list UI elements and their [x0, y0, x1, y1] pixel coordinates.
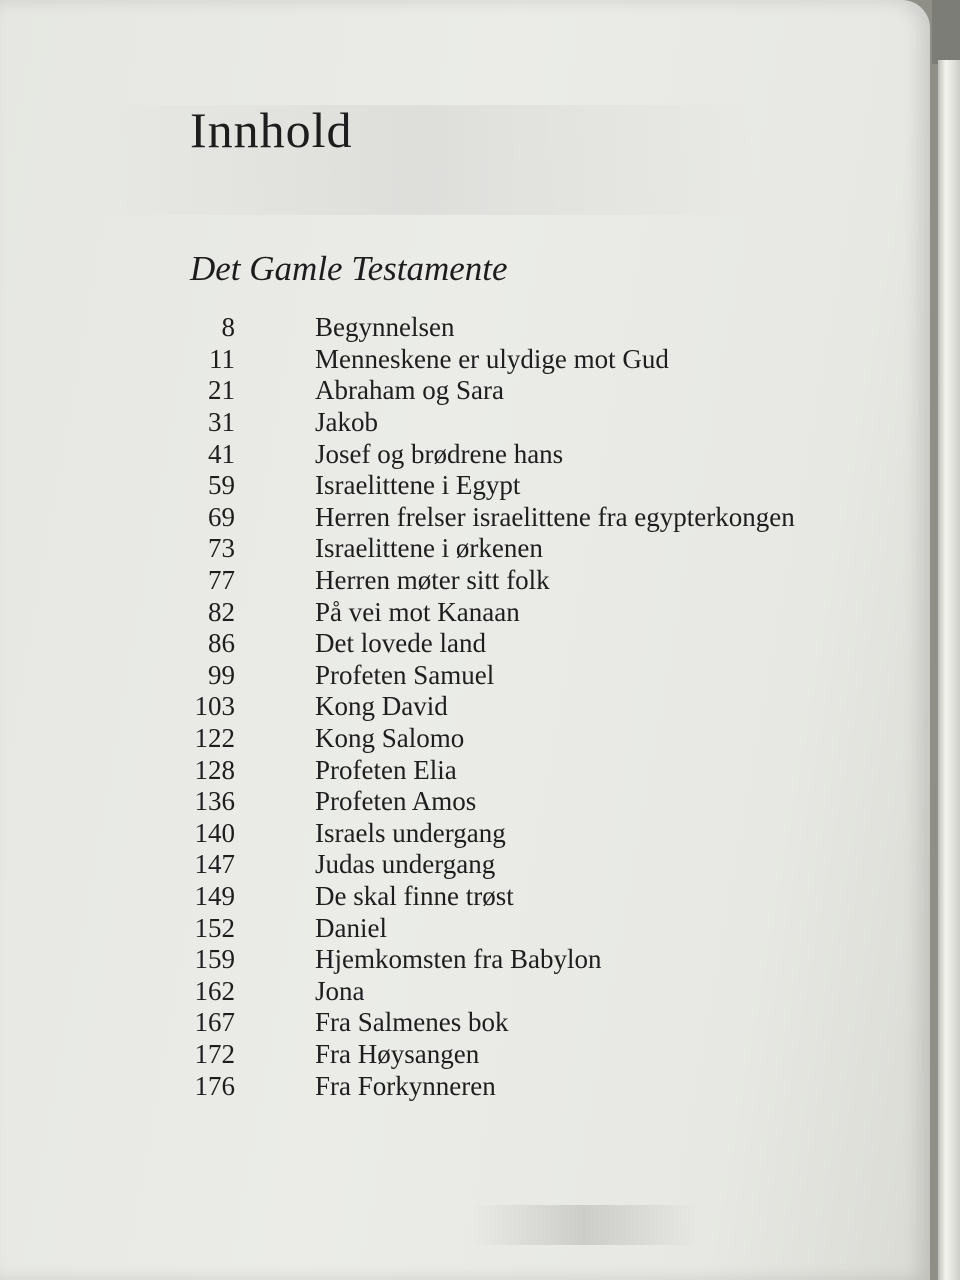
toc-entry-title: Profeten Samuel	[315, 659, 495, 690]
page-title: Innhold	[190, 102, 353, 158]
toc-entry-title: Kong David	[315, 691, 448, 722]
toc-page-number: 59	[208, 470, 235, 501]
toc-page-number: 140	[194, 817, 235, 848]
toc-page-number: 176	[194, 1070, 235, 1101]
toc-entry-title: Fra Høysangen	[315, 1038, 480, 1069]
toc-entry	[175, 723, 895, 755]
toc-page-number: 8	[221, 312, 235, 343]
background-corner	[932, 0, 960, 64]
toc-entry	[175, 628, 895, 660]
toc-entry-title: Israelittene i Egypt	[315, 470, 521, 501]
toc-page-number: 147	[194, 849, 235, 880]
toc-entry-title: Herren frelser israelittene fra egypterkongen	[315, 501, 795, 532]
toc-entry-title: Profeten Amos	[315, 786, 477, 817]
toc-entry	[175, 407, 895, 439]
toc-page-number: 149	[194, 880, 235, 911]
toc-entry	[175, 344, 895, 376]
toc-page-number: 82	[208, 596, 235, 627]
toc-page-number: 73	[208, 533, 235, 564]
toc-entry	[175, 944, 895, 976]
toc-entry-title: Israels undergang	[315, 817, 506, 848]
toc-entry-title: Herren møter sitt folk	[315, 565, 550, 596]
toc-entry	[175, 565, 895, 597]
toc-page-number: 77	[208, 565, 235, 596]
toc-entry-title: Jakob	[315, 407, 378, 438]
toc-entry	[175, 912, 895, 944]
toc-entry-title: Det lovede land	[315, 628, 486, 659]
toc-page-number: 159	[194, 944, 235, 975]
toc-entry-title: Fra Forkynneren	[315, 1070, 496, 1101]
toc-entry-title: Israelittene i ørkenen	[315, 533, 543, 564]
toc-page-number: 136	[194, 786, 235, 817]
show-through-footer-shadow	[470, 1205, 700, 1245]
toc-entry	[175, 1070, 895, 1102]
toc-page-number: 31	[208, 407, 235, 438]
toc-page-number: 152	[194, 912, 235, 943]
toc-page-number: 21	[208, 375, 235, 406]
section-heading: Det Gamle Testamente	[190, 249, 508, 288]
toc-entry	[175, 818, 895, 850]
toc-entry-title: Hjemkomsten fra Babylon	[315, 944, 602, 975]
toc-entry	[175, 1039, 895, 1071]
toc-entry-title: Menneskene er ulydige mot Gud	[315, 343, 669, 374]
toc-entry-title: Begynnelsen	[315, 312, 455, 343]
toc-entry-title: Kong Salomo	[315, 723, 465, 754]
toc-page-number: 128	[194, 754, 235, 785]
toc-entry-title: Daniel	[315, 912, 387, 943]
toc-entry	[175, 502, 895, 534]
toc-page-number: 99	[208, 659, 235, 690]
toc-entry-title: Jona	[315, 975, 365, 1006]
toc-entry	[175, 312, 895, 344]
toc-entry	[175, 470, 895, 502]
toc-entry	[175, 660, 895, 692]
toc-page-number: 86	[208, 628, 235, 659]
toc-entry	[175, 691, 895, 723]
toc-page-number: 167	[194, 1007, 235, 1038]
toc-entry-title: Abraham og Sara	[315, 375, 504, 406]
toc-entry	[175, 375, 895, 407]
toc-entry	[175, 754, 895, 786]
toc-page-number: 41	[208, 438, 235, 469]
toc-page-number: 122	[194, 723, 235, 754]
toc-entry	[175, 881, 895, 913]
table-of-contents	[175, 312, 895, 1102]
toc-entry	[175, 849, 895, 881]
toc-page-number: 11	[209, 343, 235, 374]
toc-entry	[175, 786, 895, 818]
toc-entry-title: De skal finne trøst	[315, 880, 514, 911]
toc-entry	[175, 975, 895, 1007]
toc-page-number: 103	[194, 691, 235, 722]
toc-entry	[175, 438, 895, 470]
toc-page-number: 69	[208, 501, 235, 532]
toc-page-number: 172	[194, 1038, 235, 1069]
toc-entry-title: Fra Salmenes bok	[315, 1007, 509, 1038]
toc-entry	[175, 533, 895, 565]
toc-entry	[175, 596, 895, 628]
toc-entry-title: På vei mot Kanaan	[315, 596, 520, 627]
toc-page-number: 162	[194, 975, 235, 1006]
toc-entry-title: Judas undergang	[315, 849, 496, 880]
page-edge	[938, 60, 960, 1280]
toc-entry-title: Profeten Elia	[315, 754, 457, 785]
toc-entry	[175, 1007, 895, 1039]
toc-entry-title: Josef og brødrene hans	[315, 438, 564, 469]
